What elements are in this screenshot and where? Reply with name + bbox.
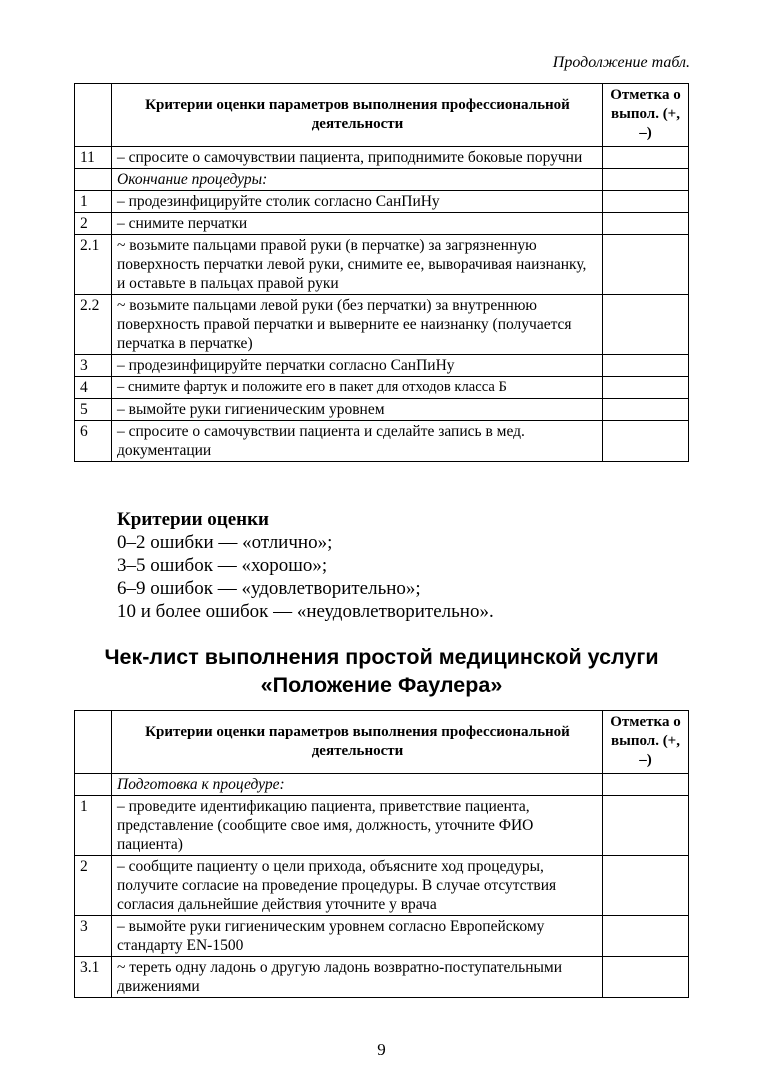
row-mark-cell — [603, 169, 689, 191]
row-number: 4 — [75, 377, 112, 399]
row-mark-cell — [603, 796, 689, 856]
continuation-label: Продолжение табл. — [552, 54, 690, 71]
num-header — [75, 711, 112, 774]
row-number: 2.1 — [75, 235, 112, 295]
row-mark-cell — [603, 295, 689, 355]
row-number: 1 — [75, 796, 112, 856]
table-row — [75, 856, 689, 916]
row-number: 2.2 — [75, 295, 112, 355]
row-mark-cell — [603, 856, 689, 916]
table-row — [75, 796, 689, 856]
row-mark-cell — [603, 774, 689, 796]
table-row — [75, 421, 689, 462]
row-number: 3 — [75, 916, 112, 957]
table-row-section — [75, 169, 689, 191]
checklist-title-line-2: «Положение Фаулера» — [260, 673, 503, 697]
table-header-row — [75, 711, 689, 774]
table-row — [75, 191, 689, 213]
row-text: – вымойте руки гигиеническим уровнем согласно Европейскому стандарту EN-1500 — [112, 916, 603, 957]
criteria-header: Критерии оценки параметров выполнения профессиональной деятельности — [112, 711, 603, 774]
table-header-row — [75, 84, 689, 147]
table-row — [75, 916, 689, 957]
grading-criteria-heading: Критерии оценки — [117, 509, 269, 530]
checklist-table-1 — [74, 83, 689, 462]
row-number: 5 — [75, 399, 112, 421]
row-mark-cell — [603, 399, 689, 421]
row-mark-cell — [603, 421, 689, 462]
table-row-section — [75, 774, 689, 796]
grading-line: 10 и более ошибок — «неудовлетворительно». — [117, 601, 494, 622]
row-text: ~ возьмите пальцами правой руки (в перчатке) за загрязненную поверхность перчатки левой руки, снимите ее, выворачивая наизнанку, и оставьте в пальцах правой руки — [112, 235, 603, 295]
table-row — [75, 213, 689, 235]
row-number: 3.1 — [75, 957, 112, 998]
grading-criteria — [117, 508, 494, 623]
row-number — [75, 169, 112, 191]
grading-line: 3–5 ошибок — «хорошо»; — [117, 555, 328, 576]
row-mark-cell — [603, 191, 689, 213]
table-row — [75, 377, 689, 399]
row-text: – продезинфицируйте столик согласно СанПиНу — [112, 191, 603, 213]
row-mark-cell — [603, 957, 689, 998]
row-text: – сообщите пациенту о цели прихода, объясните ход процедуры, получите согласие на проведение процедуры. В случае отсутствия согласия дальнейшие действия уточните у врача — [112, 856, 603, 916]
row-number: 1 — [75, 191, 112, 213]
num-header — [75, 84, 112, 147]
row-mark-cell — [603, 916, 689, 957]
row-text: – спросите о самочувствии пациента, приподнимите боковые поручни — [112, 147, 603, 169]
mark-header: Отметка о выпол. (+, –) — [603, 84, 689, 147]
row-mark-cell — [603, 235, 689, 295]
table-row — [75, 235, 689, 295]
row-number: 11 — [75, 147, 112, 169]
row-text: – снимите перчатки — [112, 213, 603, 235]
row-number: 6 — [75, 421, 112, 462]
table-row — [75, 355, 689, 377]
mark-header: Отметка о выпол. (+, –) — [603, 711, 689, 774]
row-number: 3 — [75, 355, 112, 377]
row-mark-cell — [603, 377, 689, 399]
table-row — [75, 295, 689, 355]
row-text: ~ тереть одну ладонь о другую ладонь возвратно-поступательными движениями — [112, 957, 603, 998]
row-text: – вымойте руки гигиеническим уровнем — [112, 399, 603, 421]
row-text: – продезинфицируйте перчатки согласно СанПиНу — [112, 355, 603, 377]
row-text: – спросите о самочувствии пациента и сделайте запись в мед. документации — [112, 421, 603, 462]
table-row — [75, 399, 689, 421]
row-text: – проведите идентификацию пациента, приветствие пациента, представление (сообщите свое имя, должность, уточните ФИО пациента) — [112, 796, 603, 856]
grading-line: 0–2 ошибки — «отлично»; — [117, 532, 333, 553]
checklist-table-2 — [74, 710, 689, 998]
row-mark-cell — [603, 213, 689, 235]
table-row — [75, 147, 689, 169]
section-label: Подготовка к процедуре: — [112, 774, 603, 796]
section-label: Окончание процедуры: — [112, 169, 603, 191]
criteria-header: Критерии оценки параметров выполнения профессиональной деятельности — [112, 84, 603, 147]
grading-line: 6–9 ошибок — «удовлетворительно»; — [117, 578, 421, 599]
row-mark-cell — [603, 147, 689, 169]
table-row — [75, 957, 689, 998]
checklist-title-line-1: Чек-лист выполнения простой медицинской услуги — [104, 645, 659, 669]
row-text: ~ возьмите пальцами левой руки (без перчатки) за внутреннюю поверхность правой перчатки и выверните ее наизнанку (получается перчатка в перчатке) — [112, 295, 603, 355]
row-number — [75, 774, 112, 796]
checklist-title — [74, 643, 689, 699]
row-number: 2 — [75, 856, 112, 916]
row-number: 2 — [75, 213, 112, 235]
row-text: – снимите фартук и положите его в пакет для отходов класса Б — [112, 377, 603, 399]
page-number: 9 — [377, 1040, 386, 1059]
row-mark-cell — [603, 355, 689, 377]
